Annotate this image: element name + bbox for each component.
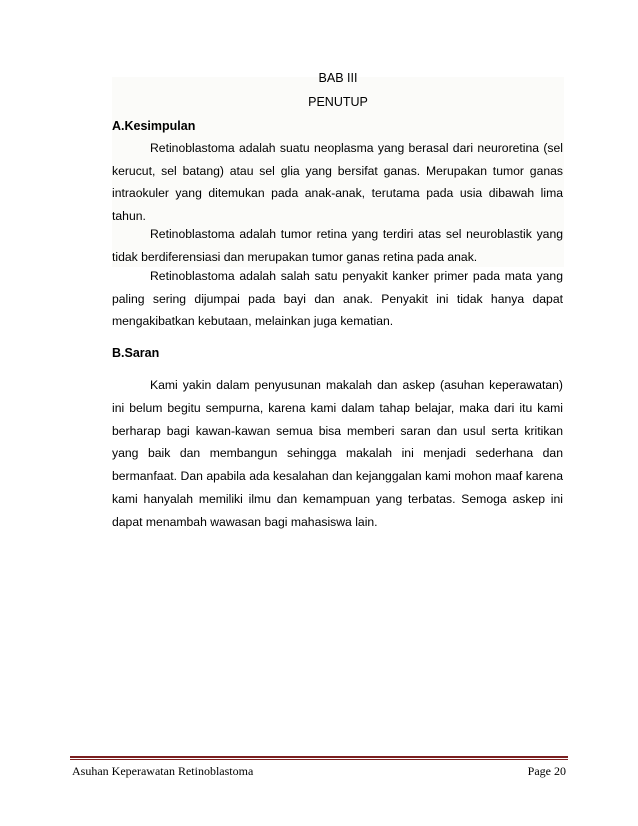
conclusion-paragraph-1: Retinoblastoma adalah suatu neoplasma yang berasal dari neuroretina (sel kerucut, sel batang) atau sel glia yang bersifat ganas. Merupakan tumor ganas intraokuler yang ditemukan pada anak-anak, terutama pada usia dibawah lima tahun. <box>112 141 563 223</box>
footer-page-number: Page 20 <box>527 764 566 778</box>
chapter-title: PENUTUP <box>308 95 368 109</box>
section-a-heading: A.Kesimpulan <box>112 119 196 133</box>
footer-document-title: Asuhan Keperawatan Retinoblastoma <box>72 764 254 778</box>
footer-rule <box>70 756 568 762</box>
section-b-heading: B.Saran <box>112 346 160 360</box>
conclusion-paragraph-3: Retinoblastoma adalah salah satu penyakit kanker primer pada mata yang paling sering dijumpai pada bayi dan anak. Penyakit ini tidak hanya dapat mengakibatkan kebutaan, melainkan juga kematian. <box>112 269 563 329</box>
suggestion-paragraph: Kami yakin dalam penyusunan makalah dan askep (asuhan keperawatan) ini belum begitu sempurna, karena kami dalam tahap belajar, maka dari itu kami berharap bagi kawan-kawan semua bisa memberi saran dan usul serta kritikan yang baik dan membangun sehingga makalah ini menjadi sederhana dan bermanfaat. Dan apabila ada kesalahan dan kejanggalan kami mohon maaf karena kami hanyalah memiliki ilmu dan kemampuan yang terbatas. Semoga askep ini dapat menambah wawasan bagi mahasiswa lain. <box>112 378 563 529</box>
chapter-number: BAB III <box>318 71 358 85</box>
conclusion-paragraph-2: Retinoblastoma adalah tumor retina yang terdiri atas sel neuroblastik yang tidak berdiferensiasi dan merupakan tumor ganas retina pada anak. <box>112 227 563 264</box>
